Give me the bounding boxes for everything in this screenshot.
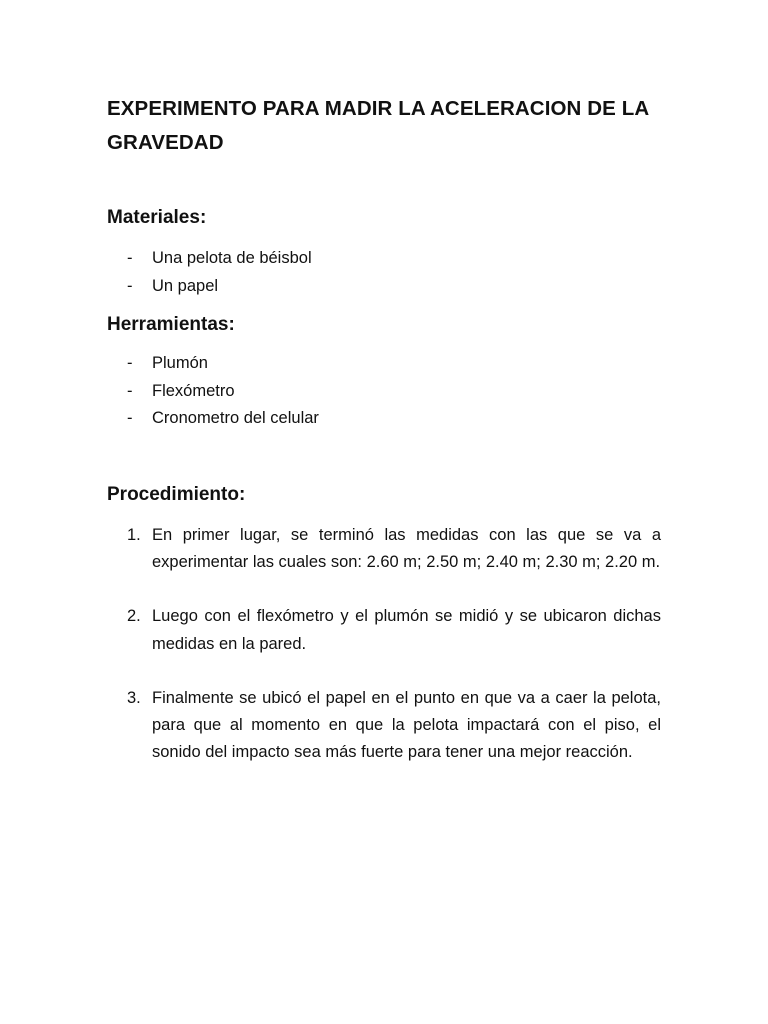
list-item <box>127 350 319 378</box>
dash-bullet: - <box>127 249 133 267</box>
material-item-text: Un papel <box>152 276 219 295</box>
materials-heading: Materiales: <box>107 207 207 228</box>
step-number: 1. <box>127 526 141 544</box>
list-item <box>127 245 312 273</box>
step-text: Luego con el flexómetro y el plumón se midió y se ubicaron dichas medidas en la pared. <box>152 607 661 653</box>
materials-list <box>127 245 312 300</box>
procedure-step <box>127 522 661 576</box>
list-item <box>127 273 312 301</box>
tool-item-text: Flexómetro <box>152 381 235 400</box>
tools-heading: Herramientas: <box>107 314 235 335</box>
tool-item-text: Plumón <box>152 354 208 372</box>
procedure-heading: Procedimiento: <box>107 484 246 505</box>
dash-bullet: - <box>127 409 133 427</box>
document-title: EXPERIMENTO PARA MADIR LA ACELERACION DE LA GRAVEDAD <box>107 97 649 154</box>
procedure-step <box>127 603 661 657</box>
dash-bullet: - <box>127 276 133 295</box>
step-text: En primer lugar, se terminó las medidas con las que se va a experimentar las cuales son: 2.60 m; 2.50 m; 2.40 m; 2.30 m; 2.20 m. <box>152 526 661 572</box>
list-item <box>127 405 319 433</box>
dash-bullet: - <box>127 381 133 400</box>
step-text: Finalmente se ubicó el papel en el punto en que va a caer la pelota, para que al momento en que la pelota impactará con el piso, el sonido del impacto sea más fuerte para tener una mejor reacción. <box>152 688 661 762</box>
procedure-steps <box>127 522 661 766</box>
step-number: 2. <box>127 607 141 626</box>
step-number: 3. <box>127 688 141 707</box>
tools-list <box>127 350 319 433</box>
list-item <box>127 378 319 406</box>
tool-item-text: Cronometro del celular <box>152 409 319 427</box>
dash-bullet: - <box>127 354 133 372</box>
material-item-text: Una pelota de béisbol <box>152 249 312 267</box>
procedure-step <box>127 685 661 767</box>
